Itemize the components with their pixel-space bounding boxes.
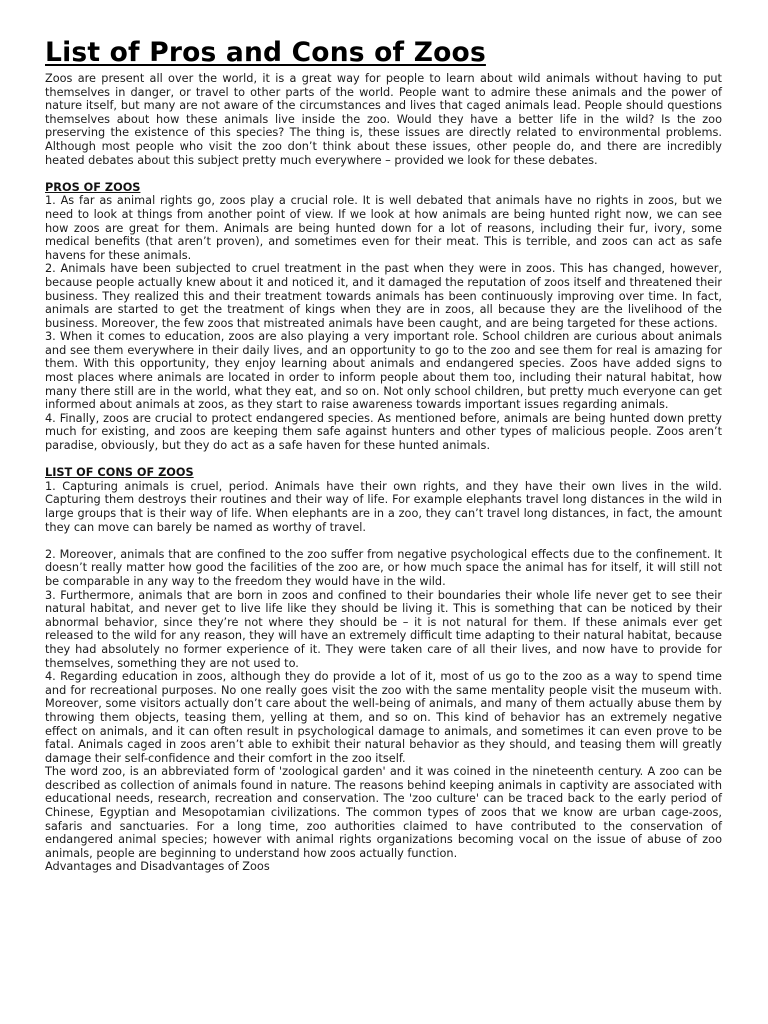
intro-paragraph: Zoos are present all over the world, it is a great way for people to learn about wild animals without having to put themselves in danger, or travel to other parts of the world. People want to admire these animals and the power of nature itself, but many are not aware of the circumstances and lives that caged animals lead. People should questions themselves about how these animals live inside the zoo. Would they have a better life in the wild? Is the zoo preserving the existence of this species? The thing is, these issues are directly related to environmental problems. Although most people who visit the zoo don’t think about these issues, other people do, and there are incredibly heated debates about this subject pretty much everywhere – provided we look for these debates. (45, 72, 722, 167)
spacer (45, 534, 722, 548)
spacer (45, 453, 722, 467)
cons-item-2: 2. Moreover, animals that are confined to the zoo suffer from negative psychological effects due to the confinement. It doesn’t really matter how good the facilities of the zoo are, or how much space the animal has for itself, it will still not be comparable in any way to the freedom they would have in the wild. (45, 547, 722, 588)
pros-item-1: 1. As far as animal rights go, zoos play a crucial role. It is well debated that animals have no rights in zoos, but we need to look at things from another point of view. If we look at how animals are being hunted right now, we can see how zoos are great for them. Animals are being hunted down for a lot of reasons, including their fur, ivory, some medical benefits (that aren’t proven), and sometimes even for their meat. This is terrible, and zoos can act as safe havens for these animals. (45, 194, 722, 262)
pros-heading: PROS OF ZOOS (45, 180, 141, 194)
document-page (45, 36, 722, 874)
cons-item-4: 4. Regarding education in zoos, although they do provide a lot of it, most of us go to the zoo as a way to spend time and for recreational purposes. No one really goes visit the zoo with the same mentality people visit the museum with. Moreover, some visitors actually don’t care about the well-being of animals, and many of them actually abuse them by throwing them objects, teasing them, yelling at them, and so on. This kind of behavior has an extremely negative effect on animals, and it can often result in psychological damage to animals, and sometimes it can even prove to be fatal. Animals caged in zoos aren’t able to exhibit their natural behavior as they should, and teasing them will greatly damage their self-confidence and their comfort in the zoo itself. (45, 670, 722, 765)
footer-line: Advantages and Disadvantages of Zoos (45, 860, 270, 874)
document-title: List of Pros and Cons of Zoos (45, 37, 486, 68)
closing-paragraph: The word zoo, is an abbreviated form of 'zoological garden' and it was coined in the nineteenth century. A zoo can be described as collection of animals found in nature. The reasons behind keeping animals in captivity are associated with educational needs, research, recreation and conservation. The 'zoo culture' can be traced back to the early period of Chinese, Egyptian and Mesopotamian civilizations. The common types of zoos that we know are urban cage-zoos, safaris and sanctuaries. For a long time, zoo authorities claimed to have contributed to the conservation of endangered animal species; however with animal rights organizations becoming vocal on the issue of abuse of zoo animals, people are beginning to understand how zoos actually function. (45, 765, 722, 860)
cons-item-3: 3. Furthermore, animals that are born in zoos and confined to their boundaries their whole life never get to see their natural habitat, and never get to live life like they should be living it. This is something that can be noticed by their abnormal behavior, since they’re not where they should be – it is not natural for them. If these animals ever get released to the wild for any reason, they will have an extremely difficult time adapting to their natural habitat, because they had absolutely no former experience of it. They were taken care of all their lives, and now have to provide for themselves, something they are not used to. (45, 588, 722, 670)
cons-heading: LIST OF CONS OF ZOOS (45, 466, 194, 480)
spacer (45, 167, 722, 181)
pros-item-2: 2. Animals have been subjected to cruel treatment in the past when they were in zoos. This has changed, however, because people actually knew about it and noticed it, and it damaged the reputation of zoos itself and threatened their business. They realized this and their treatment towards animals has been continuously improving over time. In fact, animals are started to get the treatment of kings when they are in zoos, all because they are the livelihood of the business. Moreover, the few zoos that mistreated animals have been caught, and are being targeted for these actions. (45, 262, 722, 330)
cons-item-1: 1. Capturing animals is cruel, period. Animals have their own rights, and they have their own lives in the wild. Capturing them destroys their routines and their way of life. For example elephants travel long distances in the wild in large groups that is their way of life. When elephants are in a zoo, they can’t travel long distances, in fact, the amount they can move can barely be named as worthy of travel. (45, 479, 722, 534)
pros-item-3: 3. When it comes to education, zoos are also playing a very important role. School children are curious about animals and see them everywhere in their daily lives, and an opportunity to go to the zoo and see them for real is amazing for them. With this opportunity, they enjoy learning about animals and endangered species. Zoos have added signs to most places where animals are located in order to inform people about them too, including their natural habitat, how many there still are in the world, what they eat, and so on. Not only school children, but pretty much everyone can get informed about animals at zoos, as they start to raise awareness towards important issues regarding animals. (45, 330, 722, 412)
pros-item-4: 4. Finally, zoos are crucial to protect endangered species. As mentioned before, animals are being hunted down pretty much for existing, and zoos are keeping them safe against hunters and other types of malicious people. Zoos aren’t paradise, obviously, but they do act as a safe haven for these hunted animals. (45, 411, 722, 453)
